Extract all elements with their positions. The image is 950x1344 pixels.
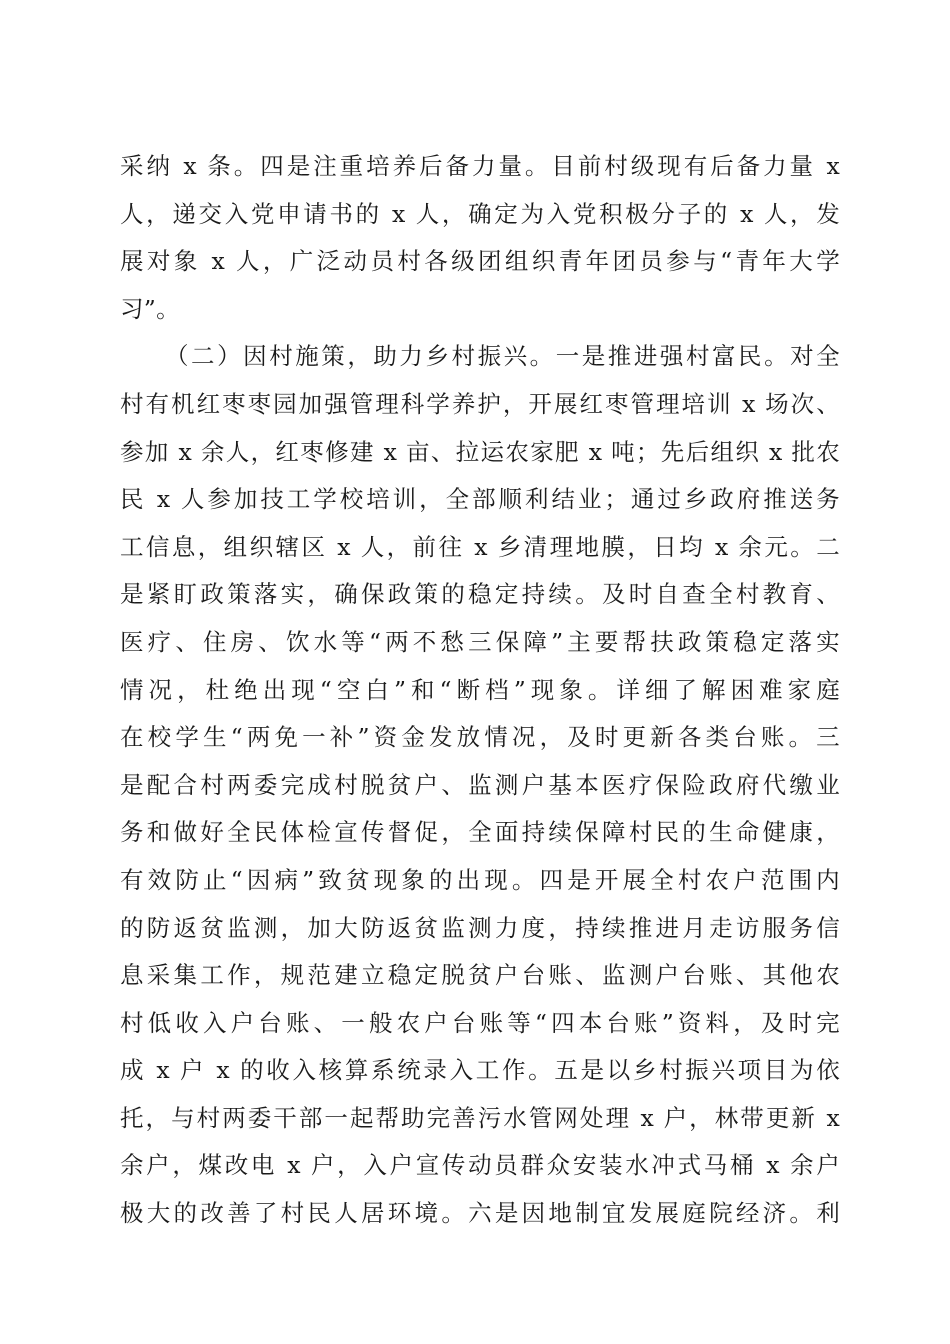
text-line: 采纳 x 条。四是注重培养后备力量。目前村级现有后备力量 x bbox=[120, 152, 840, 180]
text-line: 民 x 人参加技工学校培训，全部顺利结业；通过乡政府推送务 bbox=[120, 485, 840, 514]
text-line: 是配合村两委完成村脱贫户、监测户基本医疗保险政府代缴业 bbox=[120, 770, 840, 799]
body-text bbox=[120, 143, 840, 1238]
text-line: 情况，杜绝出现“空白”和“断档”现象。详细了解困难家庭 bbox=[120, 675, 840, 704]
text-line: 息采集工作，规范建立稳定脱贫户台账、监测户台账、其他农 bbox=[120, 961, 840, 990]
text-line: 展对象 x 人，广泛动员村各级团组织青年团员参与“青年大学 bbox=[120, 247, 840, 276]
text-line: 人，递交入党申请书的 x 人，确定为入党积极分子的 x 人，发 bbox=[120, 199, 840, 228]
text-line: 托，与村两委干部一起帮助完善污水管网处理 x 户，林带更新 x bbox=[120, 1103, 840, 1132]
text-line: 村低收入户台账、一般农户台账等“四本台账”资料，及时完 bbox=[120, 1008, 840, 1037]
text-line: 工信息，组织辖区 x 人，前往 x 乡清理地膜，日均 x 余元。二 bbox=[120, 532, 840, 561]
section-heading-line: （二）因村施策，助力乡村振兴。一是推进强村富民。对全 bbox=[165, 342, 840, 371]
text-line: 极大的改善了村民人居环境。六是因地制宜发展庭院经济。利 bbox=[120, 1199, 840, 1228]
text-line: 参加 x 余人，红枣修建 x 亩、拉运农家肥 x 吨；先后组织 x 批农 bbox=[120, 437, 840, 466]
text-line: 务和做好全民体检宣传督促，全面持续保障村民的生命健康， bbox=[120, 818, 840, 847]
text-line: 是紧盯政策落实，确保政策的稳定持续。及时自查全村教育、 bbox=[120, 580, 840, 609]
text-line: 医疗、住房、饮水等“两不愁三保障”主要帮扶政策稳定落实 bbox=[120, 627, 840, 656]
text-line: 村有机红枣枣园加强管理科学养护，开展红枣管理培训 x 场次、 bbox=[120, 389, 840, 418]
text-line: 余户，煤改电 x 户，入户宣传动员群众安装水冲式马桶 x 余户 bbox=[120, 1151, 840, 1180]
text-line: 的防返贫监测，加大防返贫监测力度，持续推进月走访服务信 bbox=[120, 913, 840, 942]
text-line: 有效防止“因病”致贫现象的出现。四是开展全村农户范围内 bbox=[120, 865, 840, 894]
text-line: 习”。 bbox=[120, 294, 180, 323]
text-line: 成 x 户 x 的收入核算系统录入工作。五是以乡村振兴项目为依 bbox=[120, 1056, 840, 1085]
text-line: 在校学生“两免一补”资金发放情况，及时更新各类台账。三 bbox=[120, 723, 840, 752]
